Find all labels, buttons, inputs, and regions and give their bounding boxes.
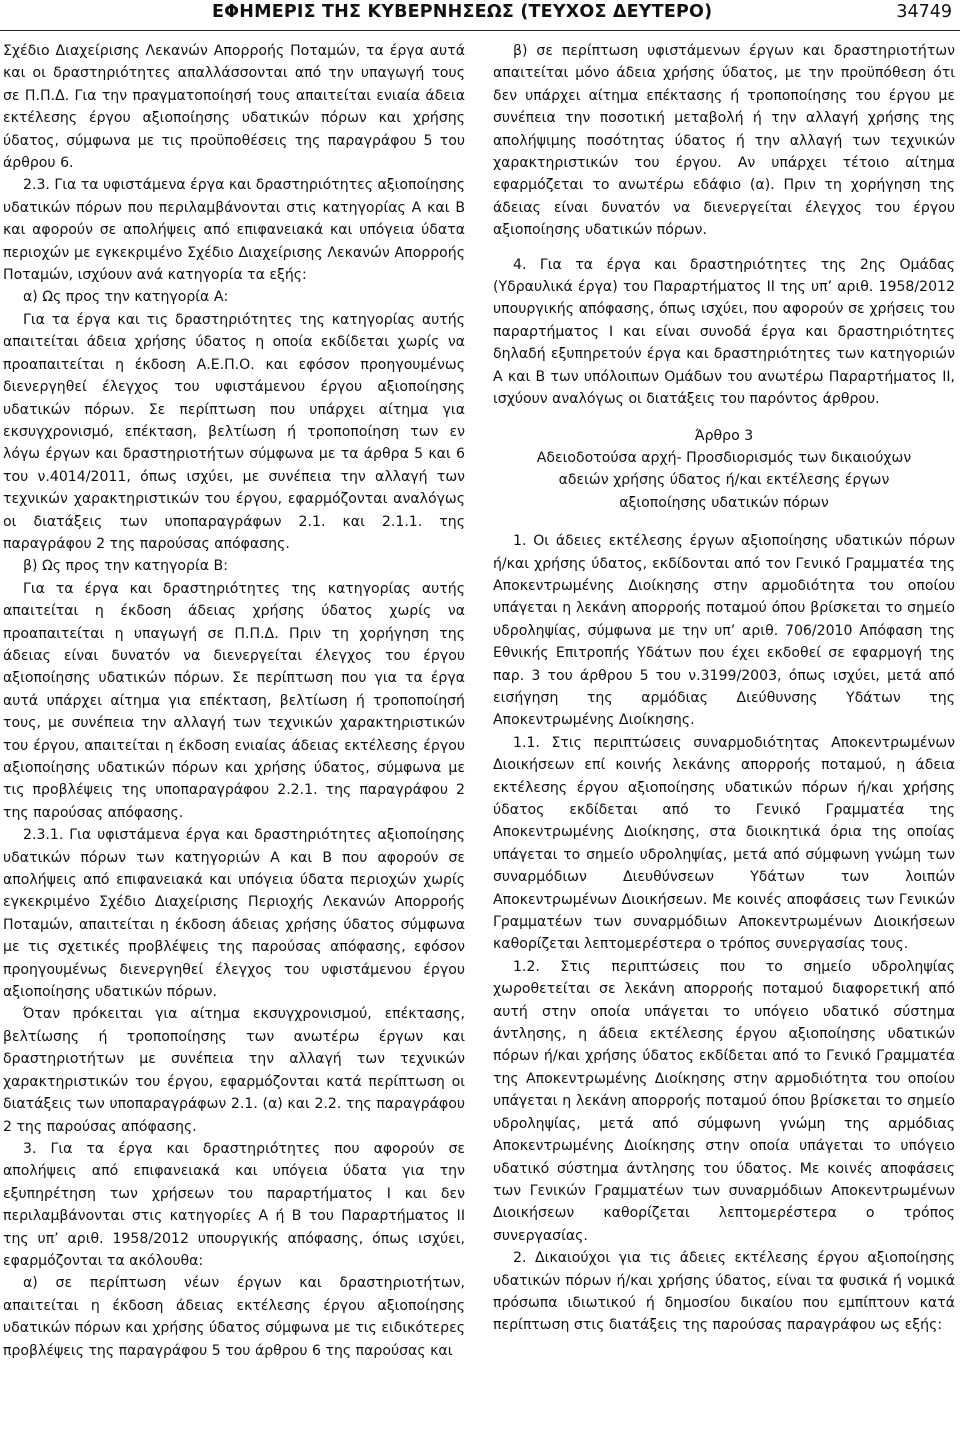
article-title-line: αδειών χρήσης ύδατος ή/και εκτέλεσης έργων: [558, 472, 890, 489]
article-number: Άρθρο 3: [694, 427, 754, 444]
paragraph: 1. Οι άδειες εκτέλεσης έργων αξιοποίησης υδατικών πόρων ή/και χρήσης ύδατος, εκδίδονται από τον Γενικό Γραμματέα της Αποκεντρωμένης Διοίκησης στην αρμοδιότητα του οποίου υπάγεται η λεκάνη απορροής ποταμού όπου βρίσκεται το σημείο υδροληψίας, σύμφωνα με την υπ’ αριθ. 706/2010 Απόφαση της Εθνικής Επιτροπής Υδάτων που έχει εκδοθεί σε εφαρμογή της παρ. 3 του άρθρου 5 του ν.3199/2003, όπως ισχύει, μετά από εισήγηση της αρμόδιας Διεύθυνσης Υδάτων της Αποκεντρωμένης Διοίκησης.: [493, 533, 955, 729]
page-number: 34749: [896, 2, 952, 22]
right-column: [493, 40, 955, 1337]
paragraph: 2. Δικαιούχοι για τις άδειες εκτέλεσης έργου αξιοποίησης υδατικών πόρων ή/και χρήσης ύδατος, είναι τα φυσικά ή νομικά πρόσωπα ιδιωτικού ή δημοσίου δικαίου που εμπίπτουν κατά περίπτωση στις διατάξεις της παρούσας παραγράφου ως εξής:: [493, 1250, 955, 1334]
paragraph: 4. Για τα έργα και δραστηριότητες της 2ης Ομάδας (Υδραυλικά έργα) του Παραρτήματος ΙΙ της υπ’ αριθ. 1958/2012 υπουργικής απόφασης, όπως ισχύει, που αφορούν σε χρήσεις του παραρτήματος Ι και είναι συνοδά έργα και δραστηριότητες δηλαδή εξυπηρετούν έργα και δραστηριότητες των κατηγοριών Α και Β των υπόλοιπων Ομάδων του ανωτέρω Παραρτήματος ΙΙ, ισχύουν αναλόγως οι διατάξεις του παρόντος άρθρου.: [493, 256, 955, 408]
left-column: [3, 40, 465, 1362]
paragraph: 1.1. Στις περιπτώσεις συναρμοδιότητας Αποκεντρωμένων Διοικήσεων επί κοινής λεκάνης απορροής ποταμού, η άδεια εκτέλεσης έργου αξιοποίησης υδατικών πόρων ή/και χρήσης ύδατος εκδίδεται από το Γενικό Γραμματέα της Αποκεντρωμένης Διοίκησης, στα διοικητικά όρια της οποίας υπάγεται το σημείο υδροληψίας, μετά από σύμφωνη γνώμη των συναρμόδιων Διευθύνσεων Υδάτων των λοιπών Αποκεντρωμένων Διοικήσεων. Με κοινές αποφάσεις των Γενικών Γραμματέων των συναρμόδιων Αποκεντρωμένων Διοικήσεων καθορίζεται λεπτομερέστερα ο τρόπος συνεργασίας τους.: [493, 734, 955, 953]
article-title-line: Αδειοδοτούσα αρχή- Προσδιορισμός των δικαιούχων: [536, 449, 912, 466]
paragraph: 2.3.1. Για υφιστάμενα έργα και δραστηριότητες αξιοποίησης υδατικών πόρων των κατηγοριών Α και Β που αφορούν σε απολήψεις από επιφανειακά και υπόγεια ύδατα περιοχών χωρίς εγκεκριμένο Σχέδιο Διαχείρισης Περιοχής Λεκανών Απορροής Ποταμών, απαιτείται η έκδοση άδειας χρήσης ύδατος σύμφωνα με τις σχετικές προβλέψεις της παρούσας απόφασης, εφόσον προηγουμένως διενεργηθεί έλεγχος του υφιστάμενου έργου αξιοποίησης υδατικών πόρων.: [3, 827, 465, 1001]
paragraph: Για τα έργα και δραστηριότητες της κατηγορίας αυτής απαιτείται η έκδοση άδειας χρήσης ύδατος χωρίς να προαπαιτείται η υπαγωγή σε Π.Π.Δ. Πριν τη χορήγηση της άδειας είναι δυνατόν να διενεργείται έλεγχος του έργου αξιοποίησης υδατικών πόρων. Σε περίπτωση που για τα έργα αυτά υπάρχει αίτημα για επέκταση, βελτίωση ή τροποποίησή τους, με συνέπεια την αλλαγή των τεχνικών χαρακτηριστικών του έργου, απαιτείται η έκδοση ενιαίας άδειας εκτέλεσης έργου αξιοποίησης υδατικών πόρων και χρήσης ύδατος, σύμφωνα με τις προβλέψεις της υποπαραγράφου 2.2.1. της παραγράφου 2 της παρούσας απόφασης.: [3, 580, 465, 821]
paragraph: 3. Για τα έργα και δραστηριότητες που αφορούν σε απολήψεις από επιφανειακά και υπόγεια ύδατα για την εξυπηρέτηση των χρήσεων του παραρτήματος Ι και δεν περιλαμβάνονται στις κατηγορίες Α ή Β του Παραρτήματος ΙΙ της υπ’ αριθ. 1958/2012 υπουργικής απόφασης, όπως ισχύει, εφαρμόζονται τα ακόλουθα:: [3, 1140, 465, 1269]
paragraph: 2.3. Για τα υφιστάμενα έργα και δραστηριότητες αξιοποίησης υδατικών πόρων που περιλαμβάνονται στις κατηγορίας Α και Β και αφορούν σε απολήψεις από επιφανειακά και υπόγεια ύδατα περιοχών με εγκεκριμένο Σχέδιο Διαχείρισης Λεκανών Απορροής Ποταμών, ισχύουν ανά κατηγορία τα εξής:: [3, 177, 466, 284]
article-title-line: αξιοποίησης υδατικών πόρων: [619, 494, 829, 511]
page-header: [0, 0, 960, 34]
paragraph: Για τα έργα και τις δραστηριότητες της κατηγορίας αυτής απαιτείται άδεια χρήσης ύδατος η οποία εκδίδεται χωρίς να προαπαιτείται η έκδοση Α.Ε.Π.Ο. και εφόσον προηγουμένως διενεργηθεί έλεγχος του υφιστάμενου έργου αξιοποίησης υδατικών πόρων. Σε περίπτωση που υπάρχει αίτημα για εκσυγχρονισμό, επέκταση, βελτίωση ή τροποποίηση των εν λόγω έργων και δραστηριοτήτων σύμφωνα με τα άρθρα 5 και 6 του ν.4014/2011, όπως ισχύει, με συνέπεια την αλλαγή των τεχνικών χαρακτηριστικών του έργου, εφαρμόζονται αναλόγως οι διατάξεις των υποπαραγράφων 2.1. και 2.1.1. της παραγράφου 2 της παρούσας απόφασης.: [3, 311, 465, 552]
paragraph: Όταν πρόκειται για αίτημα εκσυγχρονισμού, επέκτασης, βελτίωσης ή τροποποίησης των ανωτέρω έργων και δραστηριοτήτων με συνέπεια την αλλαγή των τεχνικών χαρακτηριστικών του έργου, εφαρμόζονται κατά περίπτωση οι διατάξεις των υποπαραγράφων 2.1. (α) και 2.2. της παραγράφου 2 της παρούσας απόφασης.: [3, 1006, 465, 1135]
paragraph: β) Ως προς την κατηγορία Β:: [23, 558, 228, 575]
paragraph: α) σε περίπτωση νέων έργων και δραστηριοτήτων, απαιτείται η έκδοση άδειας εκτέλεσης έργου αξιοποίησης υδατικών πόρων και χρήσης ύδατος σύμφωνα με τις ειδικότερες προβλέψεις της παραγράφου 5 του άρθρου 6 της παρούσας και: [3, 1275, 465, 1359]
gazette-title: ΕΦΗΜΕΡΙΣ ΤΗΣ ΚΥΒΕΡΝΗΣΕΩΣ (ΤΕΥΧΟΣ ΔΕΥΤΕΡΟ): [212, 2, 713, 22]
header-rule: [0, 30, 960, 31]
paragraph: β) σε περίπτωση υφιστάμενων έργων και δραστηριοτήτων απαιτείται μόνο άδεια χρήσης ύδατος, με την προϋπόθεση ότι δεν υπάρχει αίτημα επέκτασης ή τροποποίησης του έργου με συνέπεια την ποσοτική μεταβολή ή την αλλαγή χρήσης της απολήψιμης ποσότητας ύδατος ή την αλλαγή των τεχνικών χαρακτηριστικών του έργου. Αν υπάρχει τέτοιο αίτημα εφαρμόζεται το ανωτέρω εδάφιο (α). Πριν τη χορήγηση της άδειας είναι δυνατόν να διενεργείται έλεγχος του έργου αξιοποίησης υδατικών πόρων.: [493, 43, 955, 239]
paragraph: α) Ως προς την κατηγορία Α:: [23, 289, 229, 306]
paragraph: Σχέδιο Διαχείρισης Λεκανών Απορροής Ποταμών, τα έργα αυτά και οι δραστηριότητες απαλλάσσονται από την υπαγωγή τους σε Π.Π.Δ. Για την πραγματοποίησή τους απαιτείται ενιαία άδεια εκτέλεσης έργου αξιοποίησης υδατικών πόρων και χρήσης ύδατος, σύμφωνα με τις προϋποθέσεις της παραγράφου 5 του άρθρου 6.: [3, 43, 465, 172]
paragraph: 1.2. Στις περιπτώσεις που το σημείο υδροληψίας χωροθετείται σε λεκάνη απορροής ποταμού διαφορετική από αυτή στην οποία υπάγεται το υπόγειο υδατικό σύστημα άντλησης, η άδεια εκτέλεσης έργου αξιοποίησης υδατικών πόρων ή/και χρήσης ύδατος εκδίδεται από το Γενικό Γραμματέα της Αποκεντρωμένης Διοίκησης στην αρμοδιότητα του οποίου υπάγεται η λεκάνη απορροής ποταμού όπου βρίσκεται το σημείο υδροληψίας, μετά από σύμφωνη γνώμη της αρμόδιας Αποκεντρωμένης Διοίκησης στην οποία υπάγεται το υπόγειο υδατικό σύστημα άντλησης του ύδατος. Με κοινές αποφάσεις των Γενικών Γραμματέων των συναρμόδιων Αποκεντρωμένων Διοικήσεων καθορίζεται λεπτομερέστερα ο τρόπος συνεργασίας.: [493, 958, 955, 1244]
